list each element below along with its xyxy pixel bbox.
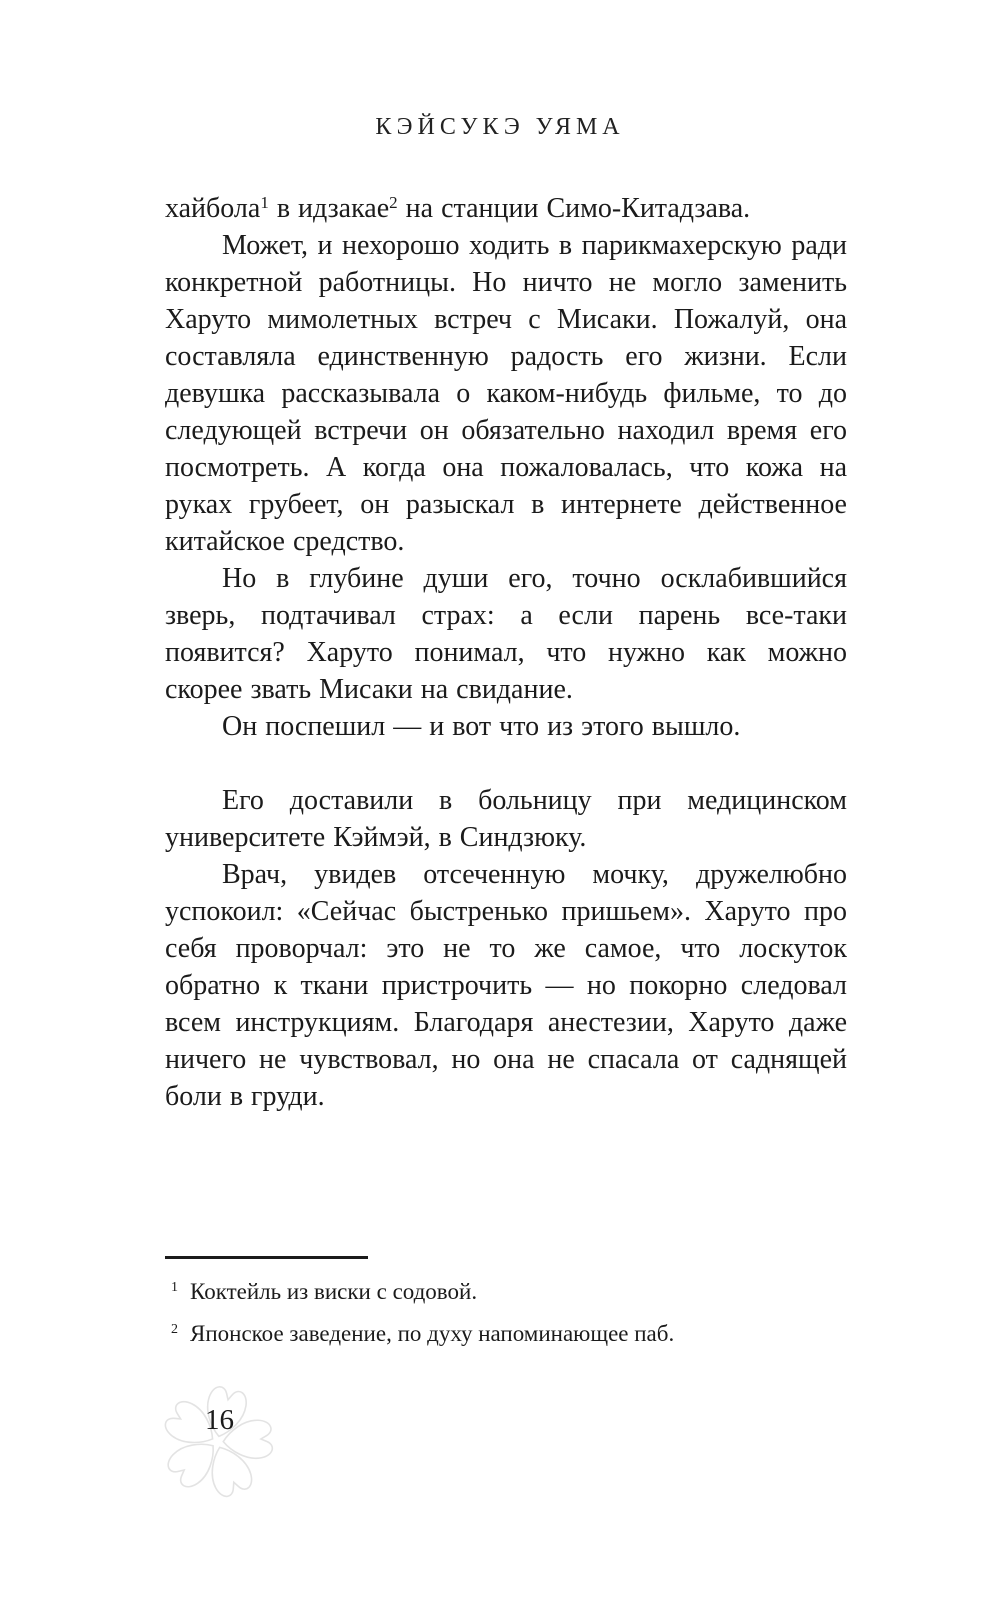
footnote-separator [165, 1256, 368, 1259]
page-number: 16 [205, 1404, 234, 1436]
text-block [165, 190, 847, 1115]
footnote-marker: 1 [171, 1280, 178, 1295]
text-run: в идзакае [268, 193, 390, 224]
running-header: КЭЙСУКЭ УЯМА [375, 114, 625, 140]
paragraph: Он поспешил — и вот что из этого вышло. [222, 711, 741, 742]
paragraph-opening [165, 190, 847, 227]
text-run: хайбола [165, 193, 261, 224]
paragraph: Но в глубине души его, точно осклабившийся зверь, подтачивал страх: а если парень все-таки появится? Харуто понимал, что нужно как можно скорее звать Мисаки на свидание. [165, 563, 847, 705]
paragraph: Врач, увидев отсеченную мочку, дружелюбно успокоил: «Сейчас быстренько пришьем». Харуто про себя проворчал: это не то же самое, что лоскуток обратно к ткани пристрочить — но покорно следовал всем инструкциям. Благодаря анестезии, Харуто даже ничего не чувствовал, но она не спасала от саднящей боли в груди. [165, 859, 847, 1112]
footnote-ref-1: 1 [260, 193, 269, 212]
footnote-ref-2: 2 [389, 193, 398, 212]
footnote [165, 1319, 847, 1348]
text-run: на станции Симо-Китадзава. [397, 193, 751, 224]
paragraph: Его доставили в больницу при медицинском университете Кэймэй, в Синдзюку. [165, 785, 847, 853]
footnote [165, 1277, 847, 1306]
footnote-text: Коктейль из виски с содовой. [190, 1279, 478, 1304]
paragraph: Может, и нехорошо ходить в парикмахерскую ради конкретной работницы. Но ничто не могло заменить Харуто мимолетных встреч с Мисаки. Пожалуй, она составляла единственную радость его жизни. Если девушка рассказывала о каком-нибудь фильме, то до следующей встречи он обязательно находил время его посмотреть. А когда она пожаловалась, что кожа на руках грубеет, он разыскал в интернете действенное китайское средство. [165, 230, 847, 557]
page-footer [145, 1362, 295, 1527]
sakura-flower-icon [145, 1362, 290, 1522]
footnote-marker: 2 [171, 1322, 178, 1337]
footnote-text: Японское заведение, по духу напоминающее паб. [190, 1321, 675, 1346]
footnotes-section [165, 1256, 847, 1361]
